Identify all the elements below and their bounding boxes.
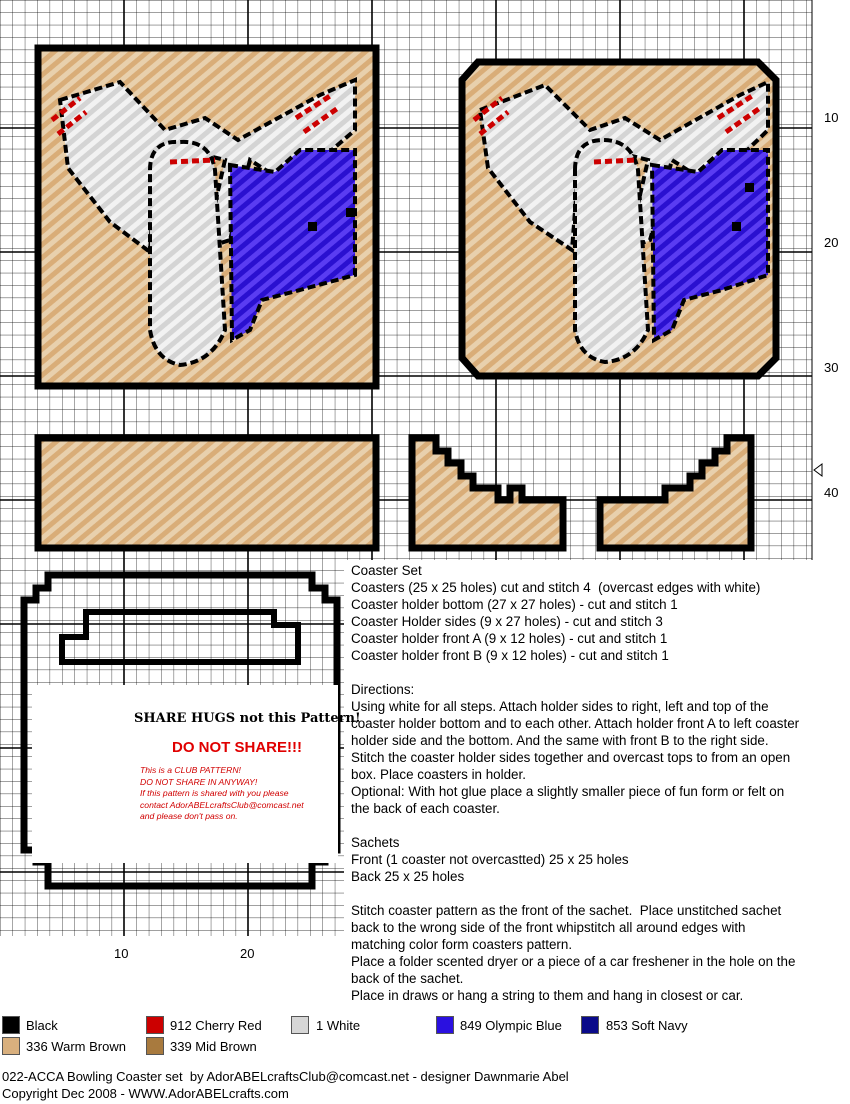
- instruction-line: Using white for all steps. Attach holder sides to right, left and top of the: [351, 699, 769, 714]
- instruction-line: Optional: With hot glue place a slightly smaller piece of fun form or felt on: [351, 784, 785, 799]
- notice-warning: DO NOT SHARE!!!: [172, 739, 302, 756]
- legend-swatch-olympic-blue: [436, 1016, 454, 1034]
- instruction-line: Coaster holder bottom (27 x 27 holes) - cut and stitch 1: [351, 597, 678, 612]
- instruction-line: coaster holder bottom and to each other. Attach holder front A to left coaster: [351, 716, 800, 731]
- holder-side: [38, 438, 376, 548]
- axis-label-right-40: 40: [824, 485, 839, 500]
- instruction-line: Place in draws or hang a string to them and hang in closest or car.: [351, 988, 744, 1003]
- instruction-line: Coaster holder front B (9 x 12 holes) - cut and stitch 1: [351, 648, 669, 663]
- notice-title: SHARE HUGS not this Pattern!: [134, 711, 361, 726]
- instruction-line: Directions:: [351, 682, 415, 697]
- instruction-line: Sachets: [351, 835, 400, 850]
- instruction-line: Coaster Holder sides (9 x 27 holes) - cut and stitch 3: [351, 614, 663, 629]
- footer-copyright: Copyright Dec 2008 - WWW.AdorABELcrafts.com: [2, 1086, 289, 1101]
- legend-swatch-mid-brown: [146, 1037, 164, 1055]
- coaster-square: [38, 48, 376, 386]
- instruction-line: Coaster holder front A (9 x 12 holes) - cut and stitch 1: [351, 631, 668, 646]
- instruction-line: Back 25 x 25 holes: [351, 869, 465, 884]
- instruction-line: Front (1 coaster not overcastted) 25 x 25 holes: [351, 852, 629, 867]
- axis-label-right-30: 30: [824, 360, 839, 375]
- instruction-line: back to the wrong side of the front whipstitch all around edges with: [351, 920, 746, 935]
- instruction-line: Stitch coaster pattern as the front of the sachet. Place unstitched sachet: [351, 903, 782, 918]
- instruction-line: Place a folder scented dryer or a piece of a car freshener in the hole on the: [351, 954, 796, 969]
- legend-swatch-warm-brown: [2, 1037, 20, 1055]
- legend-swatch-black: [2, 1016, 20, 1034]
- axis-label-bottom-10: 10: [114, 946, 129, 961]
- instruction-line: holder side and the bottom. And the same with front B to the right side.: [351, 733, 769, 748]
- legend-label-cherry-red: 912 Cherry Red: [170, 1018, 262, 1033]
- instruction-line: Stitch the coaster holder sides together and overcast tops to from an open: [351, 750, 791, 765]
- instruction-line: back of the sachet.: [351, 971, 464, 986]
- legend-label-warm-brown: 336 Warm Brown: [26, 1039, 126, 1054]
- axis-label-bottom-20: 20: [240, 946, 255, 961]
- share-notice-card: [32, 685, 361, 863]
- instruction-line: matching color form coasters pattern.: [351, 937, 573, 952]
- axis-label-right-10: 10: [824, 110, 839, 125]
- instruction-line: Coaster Set: [351, 563, 422, 578]
- footer-credit: 022-ACCA Bowling Coaster set by AdorABELcraftsClub@comcast.net - designer Dawnmarie Abel: [2, 1069, 569, 1084]
- legend-swatch-white: [291, 1016, 309, 1034]
- center-marker-icon: [814, 464, 822, 476]
- instruction-line: [351, 817, 799, 834]
- instruction-line: the back of each coaster.: [351, 801, 500, 816]
- legend-swatch-cherry-red: [146, 1016, 164, 1034]
- instruction-line: [351, 885, 799, 902]
- instructions-text: [351, 562, 799, 1004]
- notice-body: This is a CLUB PATTERN! DO NOT SHARE IN ANYWAY! If this pattern is shared with you please contact AdorABELcraftsClub@comcast.net and please don't pass on.: [140, 765, 304, 821]
- instruction-line: Coasters (25 x 25 holes) cut and stitch 4 (overcast edges with white): [351, 580, 761, 595]
- legend-label-white: 1 White: [316, 1018, 361, 1033]
- instruction-line: box. Place coasters in holder.: [351, 767, 526, 782]
- axis-label-right-20: 20: [824, 235, 839, 250]
- legend-swatch-soft-navy: [581, 1016, 599, 1034]
- coaster-rounded: [462, 62, 776, 376]
- legend-label-black: Black: [26, 1018, 58, 1033]
- legend-label-olympic-blue: 849 Olympic Blue: [460, 1018, 562, 1033]
- instruction-line: [351, 664, 799, 681]
- legend-label-soft-navy: 853 Soft Navy: [606, 1018, 688, 1033]
- legend-label-mid-brown: 339 Mid Brown: [170, 1039, 257, 1054]
